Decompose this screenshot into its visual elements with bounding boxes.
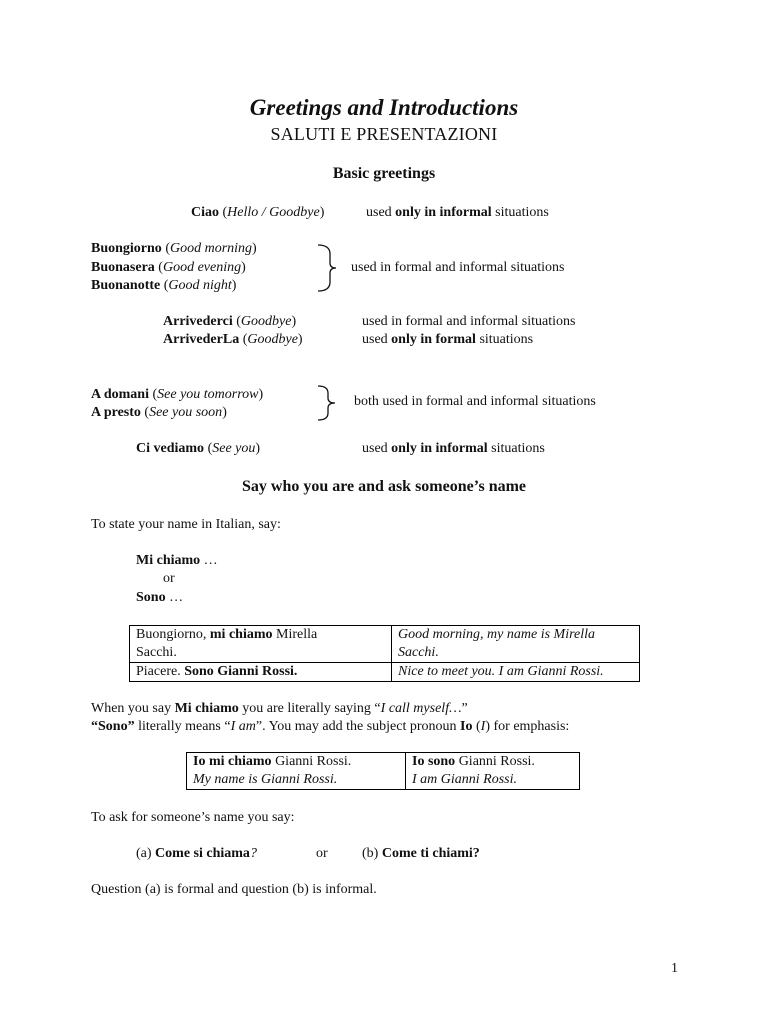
- greeting-buongiorno: Buongiorno (Good morning): [91, 241, 257, 256]
- document-subtitle: SALUTI E PRESENTAZIONI: [270, 124, 498, 144]
- or-text: or: [163, 571, 175, 586]
- greeting-a-presto: A presto (See you soon): [91, 405, 227, 420]
- question-note: Question (a) is formal and question (b) is informal.: [91, 882, 377, 897]
- or-text: or: [316, 846, 328, 861]
- table-cell: Buongiorno, mi chiamo Mirella Sacchi.: [130, 626, 392, 663]
- explanation-line-1: When you say Mi chiamo you are literally saying “I call myself…”: [91, 701, 468, 716]
- table-cell: Io sono Gianni Rossi. I am Gianni Rossi.: [406, 753, 580, 790]
- section-heading-names: Say who you are and ask someone’s name: [241, 478, 527, 495]
- right-brace-icon: [316, 385, 338, 421]
- greeting-arrivederci: Arrivederci (Goodbye): [163, 314, 297, 329]
- usage-note-arrivederla: used only in formal situations: [362, 332, 534, 347]
- phrase-mi-chiamo: Mi chiamo …: [136, 553, 218, 568]
- usage-note-ciao: used only in informal situations: [366, 205, 549, 220]
- table-cell: Good morning, my name is Mirella Sacchi.: [392, 626, 640, 663]
- usage-note-group1: used in formal and informal situations: [351, 260, 565, 275]
- usage-note-arrivederci: used in formal and informal situations: [362, 314, 576, 329]
- usage-note-ci-vediamo: used only in informal situations: [362, 441, 545, 456]
- greeting-buonasera: Buonasera (Good evening): [91, 260, 246, 275]
- greeting-ciao: Ciao (Hello / Goodbye): [191, 205, 325, 220]
- phrase-sono: Sono …: [136, 590, 184, 605]
- table-row: [130, 626, 640, 663]
- example-table-2: [186, 752, 580, 790]
- table-cell: Nice to meet you. I am Gianni Rossi.: [392, 663, 640, 682]
- question-b: (b) Come ti chiami?: [362, 846, 480, 861]
- question-a: (a) Come si chiama?: [136, 846, 257, 861]
- greeting-arrivederla: ArrivederLa (Goodbye): [163, 332, 303, 347]
- page-number: 1: [671, 961, 678, 976]
- table-row: [187, 753, 580, 790]
- table-row: [130, 663, 640, 682]
- table-cell: Piacere. Sono Gianni Rossi.: [130, 663, 392, 682]
- example-table-1: [129, 625, 640, 682]
- greeting-buonanotte: Buonanotte (Good night): [91, 278, 237, 293]
- greeting-ci-vediamo: Ci vediamo (See you): [136, 441, 261, 456]
- usage-note-group2: both used in formal and informal situations: [354, 394, 596, 409]
- section-heading-basic-greetings: Basic greetings: [332, 165, 436, 182]
- intro-text: To state your name in Italian, say:: [91, 517, 281, 532]
- explanation-line-2: “Sono” literally means “I am”. You may add the subject pronoun Io (I) for emphasis:: [91, 719, 570, 734]
- table-cell: Io mi chiamo Gianni Rossi. My name is Gianni Rossi.: [187, 753, 406, 790]
- ask-text: To ask for someone’s name you say:: [91, 810, 295, 825]
- document-title: Greetings and Introductions: [249, 95, 519, 120]
- greeting-a-domani: A domani (See you tomorrow): [91, 387, 264, 402]
- right-brace-icon: [316, 244, 338, 292]
